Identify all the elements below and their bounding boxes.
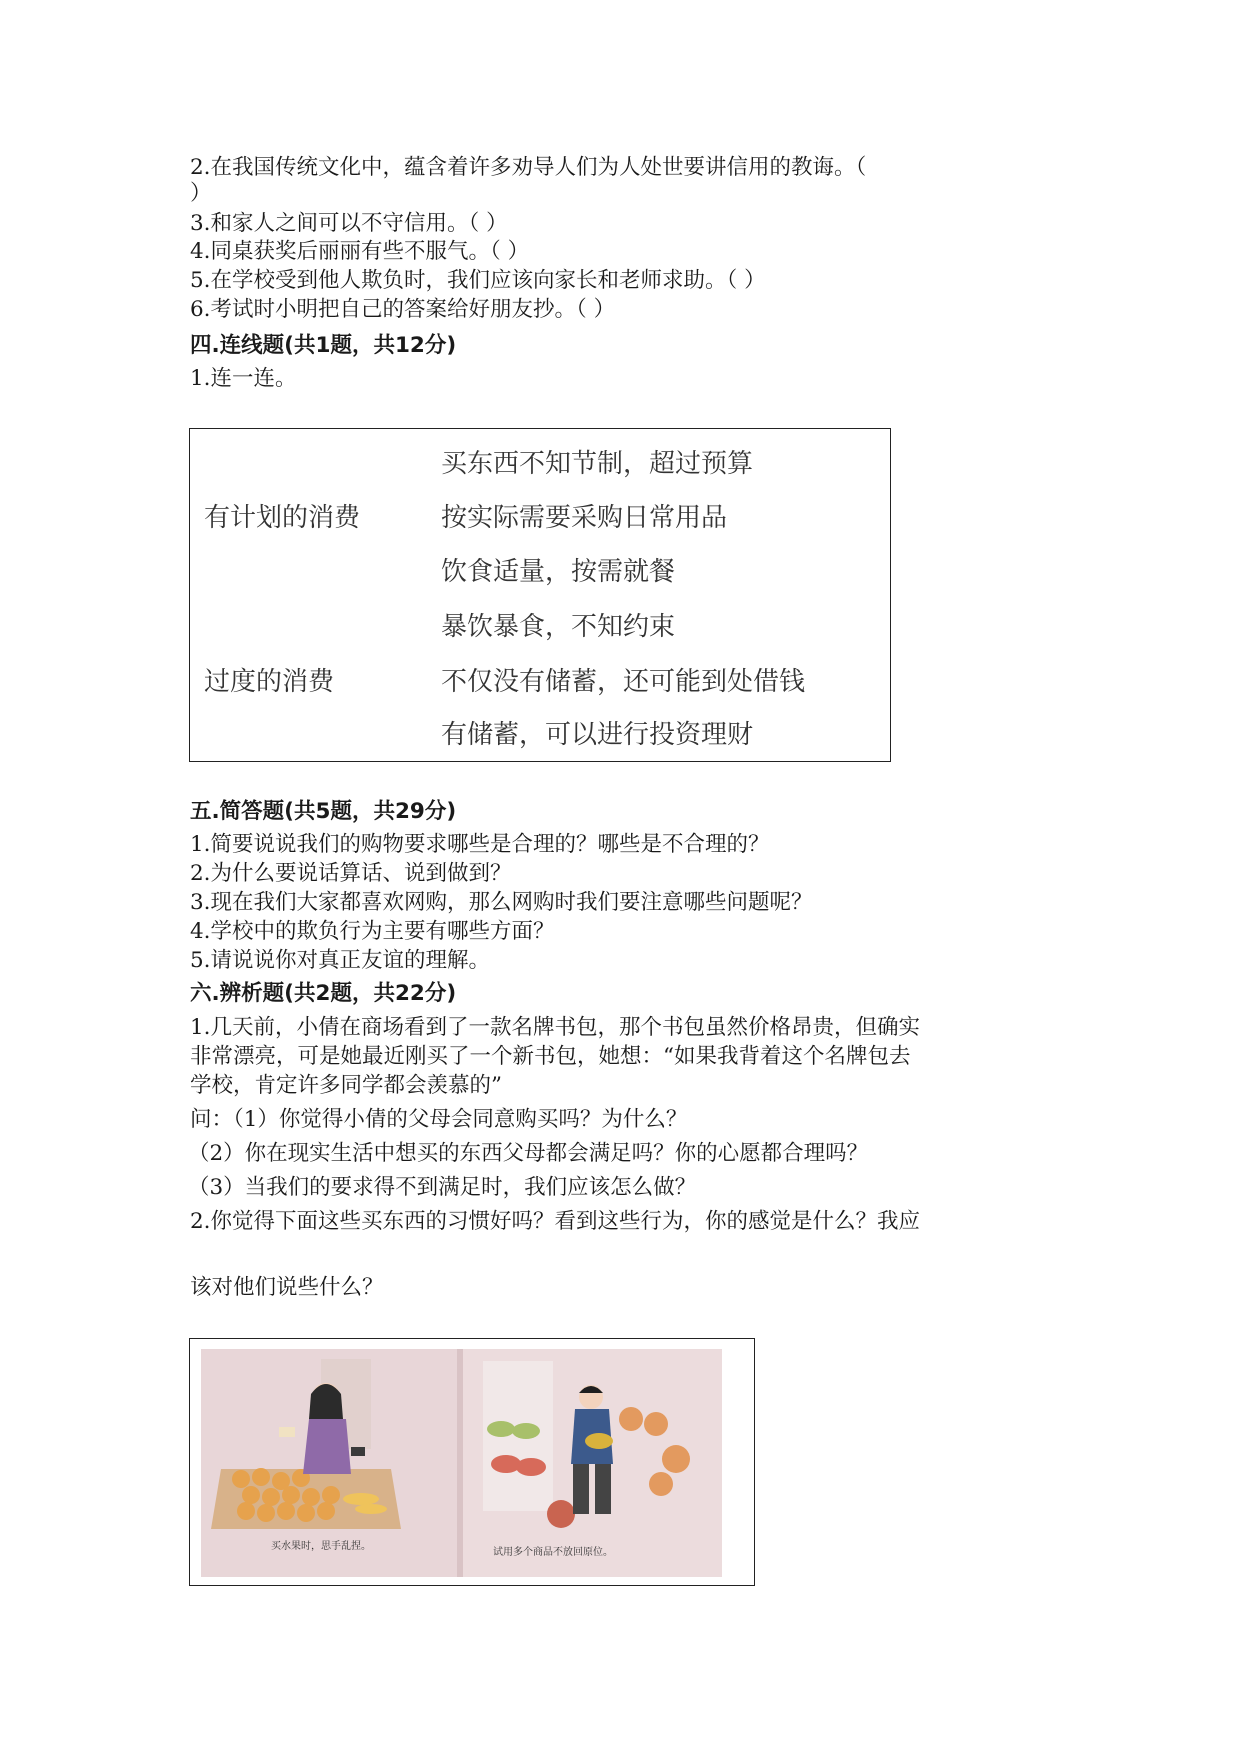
shopping-illustration: [201, 1349, 722, 1577]
section6-heading: 六.辨析题(共2题，共22分): [190, 981, 457, 1006]
analysis-q2-line2: 该对他们说些什么？: [190, 1275, 384, 1300]
analysis-q1-sub2: （2）你在现实生活中想买的东西父母都会满足吗？你的心愿都合理吗？: [188, 1141, 869, 1166]
judge-item-5: 5.在学校受到他人欺负时，我们应该向家长和老师求助。（ ）: [190, 268, 766, 293]
matching-right-4: 暴饮暴食，不知约束: [441, 612, 676, 642]
section4-question: 1.连一连。: [190, 366, 297, 391]
matching-left-1: 有计划的消费: [204, 503, 361, 533]
matching-right-1: 买东西不知节制，超过预算: [441, 449, 754, 479]
matching-right-5: 不仅没有储蓄，还可能到处借钱: [441, 667, 806, 697]
illustration-frame: [189, 1338, 755, 1586]
judge-item-4: 4.同桌获奖后丽丽有些不服气。（ ）: [190, 239, 530, 264]
matching-box: [189, 428, 891, 762]
matching-right-2: 按实际需要采购日常用品: [441, 503, 728, 533]
analysis-q1-line1: 1.几天前，小倩在商场看到了一款名牌书包，那个书包虽然价格昂贵，但确实: [190, 1015, 921, 1040]
caption-left: 买水果时，思手乱捏。: [271, 1541, 371, 1552]
section5-heading: 五.简答题(共5题，共29分): [190, 799, 457, 824]
judge-item-3: 3.和家人之间可以不守信用。（ ）: [190, 211, 508, 236]
judge-item-6: 6.考试时小明把自己的答案给好朋友抄。（ ）: [190, 297, 616, 322]
judge-item-2-line2: ）: [190, 181, 212, 206]
analysis-q1-sub1: 问：（1）你觉得小倩的父母会同意购买吗？为什么？: [190, 1107, 688, 1132]
section4-heading: 四.连线题(共1题，共12分): [190, 333, 457, 358]
analysis-q2-line1: 2.你觉得下面这些买东西的习惯好吗？看到这些行为，你的感觉是什么？我应: [190, 1209, 921, 1234]
matching-right-3: 饮食适量，按需就餐: [441, 557, 676, 587]
analysis-q1-line3: 学校，肯定许多同学都会羡慕的”: [190, 1073, 502, 1098]
short-answer-1: 1.简要说说我们的购物要求哪些是合理的？哪些是不合理的？: [190, 832, 770, 857]
caption-right: 试用多个商品不放回原位。: [493, 1547, 613, 1558]
matching-left-2: 过度的消费: [204, 667, 335, 697]
short-answer-3: 3.现在我们大家都喜欢网购，那么网购时我们要注意哪些问题呢？: [190, 890, 813, 915]
analysis-q1-sub3: （3）当我们的要求得不到满足时，我们应该怎么做？: [188, 1175, 697, 1200]
short-answer-2: 2.为什么要说话算话、说到做到？: [190, 861, 512, 886]
analysis-q1-line2: 非常漂亮，可是她最近刚买了一个新书包，她想：“如果我背着这个名牌包去: [190, 1044, 911, 1069]
short-answer-4: 4.学校中的欺负行为主要有哪些方面？: [190, 919, 555, 944]
judge-item-2-line1: 2.在我国传统文化中，蕴含着许多劝导人们为人处世要讲信用的教诲。（: [190, 155, 867, 180]
short-answer-5: 5.请说说你对真正友谊的理解。: [190, 948, 491, 973]
matching-right-6: 有储蓄，可以进行投资理财: [441, 720, 754, 750]
